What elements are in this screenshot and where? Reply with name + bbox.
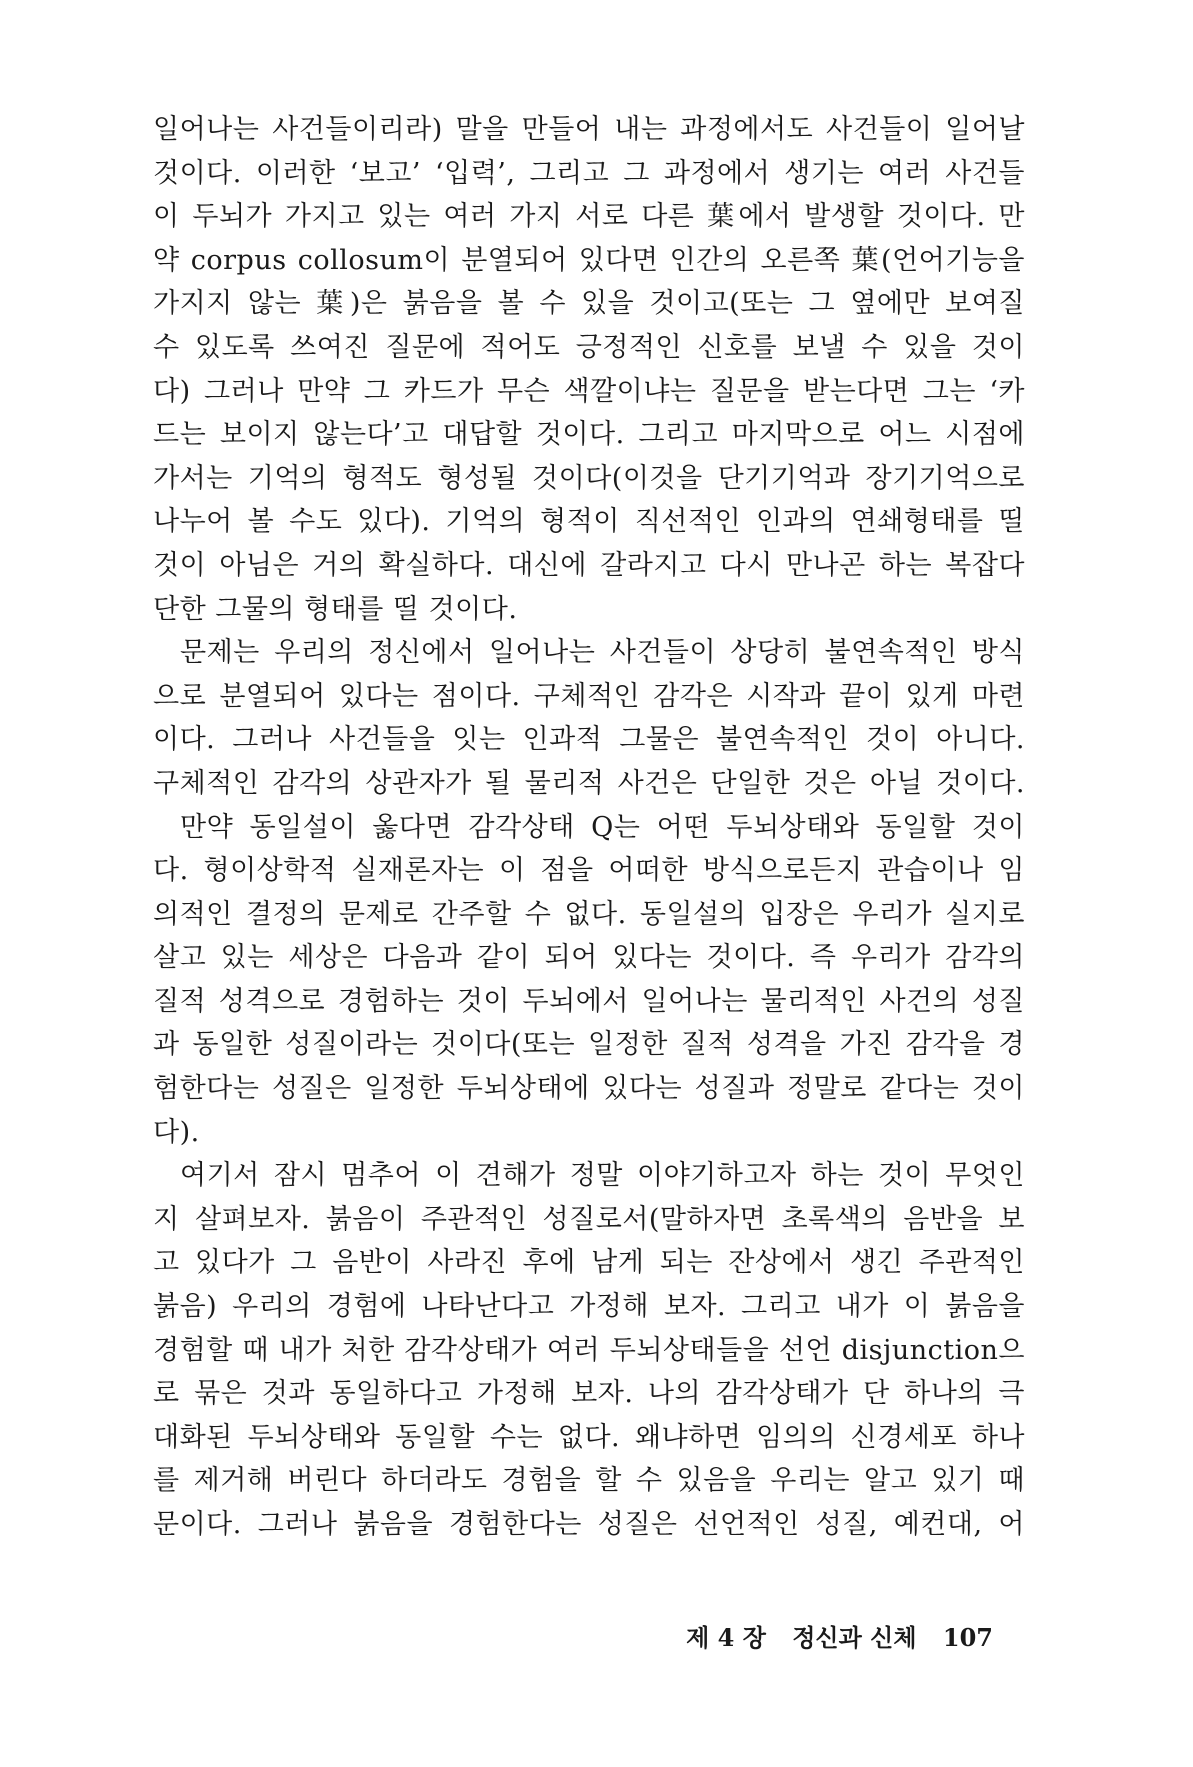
text-line: 구체적인 감각의 상관자가 될 물리적 사건은 단일한 것은 아닐 것이다. xyxy=(153,767,1025,799)
chapter-label: 제 4 장 xyxy=(686,1623,766,1652)
text-line: 드는 보이지 않는다’고 대답할 것이다. 그리고 마지막으로 어느 시점에 xyxy=(153,419,1025,451)
text-line: 문이다. 그러나 붉음을 경험한다는 성질은 선언적인 성질, 예컨대, 어 xyxy=(153,1509,1025,1540)
chapter-title: 정신과 신체 xyxy=(792,1623,917,1652)
text-line: 로 묶은 것과 동일하다고 가정해 보자. 나의 감각상태가 단 하나의 극 xyxy=(153,1378,1025,1410)
body-text xyxy=(153,108,1025,1547)
text-line: 일어나는 사건들이리라) 말을 만들어 내는 과정에서도 사건들이 일어날 xyxy=(153,114,1025,145)
text-line: 대화된 두뇌상태와 동일할 수는 없다. 왜냐하면 임의의 신경세포 하나 xyxy=(153,1421,1025,1453)
text-line: 으로 분열되어 있다는 점이다. 구체적인 감각은 시작과 끝이 있게 마련 xyxy=(153,680,1025,712)
text-line: 문제는 우리의 정신에서 일어나는 사건들이 상당히 불연속적인 방식 xyxy=(180,637,1025,669)
text-line: 붉음) 우리의 경험에 나타난다고 가정해 보자. 그리고 내가 이 붉음을 xyxy=(153,1291,1025,1323)
paragraph xyxy=(153,108,1025,631)
text-line: 가서는 기억의 형적도 형성될 것이다(이것을 단기기억과 장기기억으로 xyxy=(153,462,1025,494)
text-line: 다). xyxy=(153,1116,200,1148)
text-line: 지 살펴보자. 붉음이 주관적인 성질로서(말하자면 초록색의 음반을 보 xyxy=(153,1203,1025,1235)
text-line: 수 있도록 쓰여진 질문에 적어도 긍정적인 신호를 보낼 수 있을 것이 xyxy=(153,331,1025,363)
text-line: 나누어 볼 수도 있다). 기억의 형적이 직선적인 인과의 연쇄형태를 띨 xyxy=(153,506,1025,538)
text-line: 다) 그러나 만약 그 카드가 무슨 색깔이냐는 질문을 받는다면 그는 ‘카 xyxy=(153,375,1025,407)
text-line: 질적 성격으로 경험하는 것이 두뇌에서 일어나는 물리적인 사건의 성질 xyxy=(153,985,1025,1017)
text-line: 것이다. 이러한 ‘보고’ ‘입력’, 그리고 그 과정에서 생기는 여러 사건들 xyxy=(153,157,1025,189)
text-line: 여기서 잠시 멈추어 이 견해가 정말 이야기하고자 하는 것이 무엇인 xyxy=(180,1160,1025,1192)
text-line: 다. 형이상학적 실재론자는 이 점을 어떠한 방식으로든지 관습이나 임 xyxy=(153,855,1025,887)
text-line: 것이 아님은 거의 확실하다. 대신에 갈라지고 다시 만나곤 하는 복잡다 xyxy=(153,549,1025,581)
text-line: 이 두뇌가 가지고 있는 여러 가지 서로 다른 葉에서 발생할 것이다. 만 xyxy=(153,201,1025,233)
text-line: 험한다는 성질은 일정한 두뇌상태에 있다는 성질과 정말로 같다는 것이 xyxy=(153,1073,1025,1105)
text-line: 가지지 않는 葉)은 붉음을 볼 수 있을 것이고(또는 그 옆에만 보여질 xyxy=(153,288,1025,320)
text-line: 만약 동일설이 옳다면 감각상태 Q는 어떤 두뇌상태와 동일할 것이 xyxy=(180,811,1025,843)
text-line: 이다. 그러나 사건들을 잇는 인과적 그물은 불연속적인 것이 아니다. xyxy=(153,724,1025,756)
text-line: 약 corpus collosum이 분열되어 있다면 인간의 오른쪽 葉(언어기능을 xyxy=(153,244,1025,276)
text-line: 과 동일한 성질이라는 것이다(또는 일정한 질적 성격을 가진 감각을 경 xyxy=(153,1029,1025,1061)
text-line: 의적인 결정의 문제로 간주할 수 없다. 동일설의 입장은 우리가 실지로 xyxy=(153,898,1025,930)
page-footer xyxy=(686,1618,993,1653)
text-line: 단한 그물의 형태를 띨 것이다. xyxy=(153,593,518,625)
page-number: 107 xyxy=(942,1623,993,1652)
paragraph xyxy=(153,1154,1025,1546)
text-line: 고 있다가 그 음반이 사라진 후에 남게 되는 잔상에서 생긴 주관적인 xyxy=(153,1247,1025,1279)
text-line: 살고 있는 세상은 다음과 같이 되어 있다는 것이다. 즉 우리가 감각의 xyxy=(153,942,1025,974)
text-line: 경험할 때 내가 처한 감각상태가 여러 두뇌상태들을 선언 disjunction으 xyxy=(153,1334,1025,1366)
text-line: 를 제거해 버린다 하더라도 경험을 할 수 있음을 우리는 알고 있기 때 xyxy=(153,1465,1025,1497)
paragraph xyxy=(153,631,1025,805)
paragraph xyxy=(153,806,1025,1155)
